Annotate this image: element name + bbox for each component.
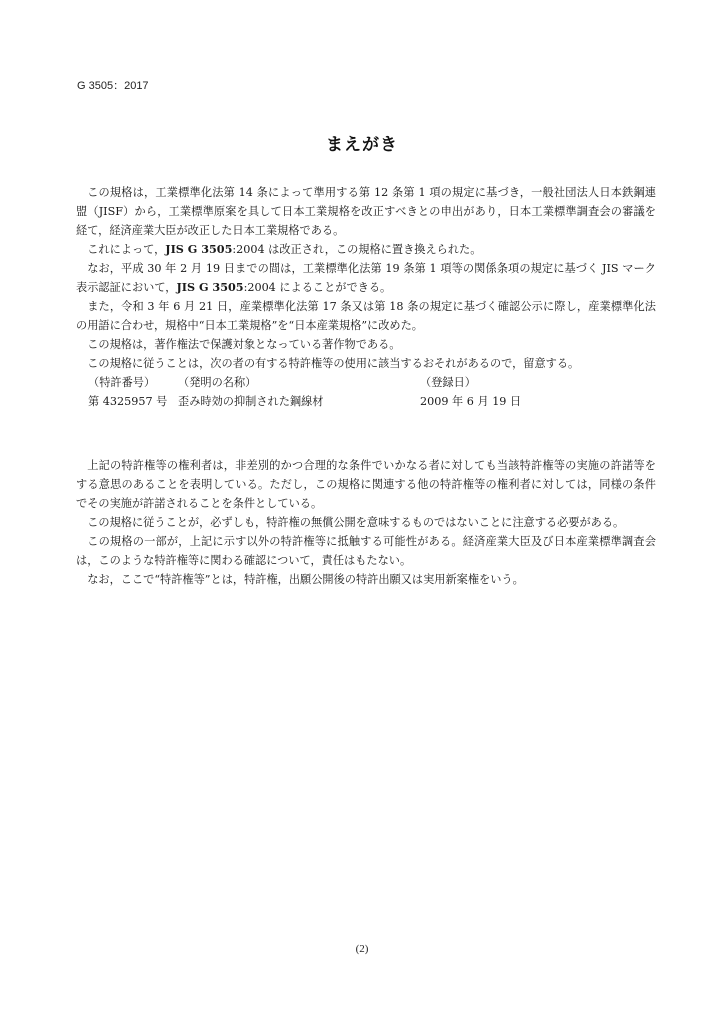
foreword-paragraph-3	[76, 259, 656, 297]
notes-paragraph-4: なお，ここで“特許権等”とは，特許権，出願公開後の特許出願又は実用新案権をいう。	[87, 573, 524, 586]
registration-date-header: （登録日）	[420, 376, 476, 389]
foreword-p2-pre: これによって，	[87, 243, 166, 256]
standard-number: G 3505：2017	[77, 80, 149, 92]
foreword-p2-post: :2004 は改正され，この規格に置き換えられた。	[232, 243, 482, 256]
patent-notes	[76, 456, 656, 589]
foreword-body	[76, 183, 656, 411]
foreword-p3-post: :2004 によることができる。	[243, 281, 392, 294]
notes-paragraph-2: この規格に従うことが，必ずしも，特許権の無償公開を意味するものではないことに注意する必要がある。	[87, 516, 625, 529]
page-title: まえがき	[326, 135, 398, 155]
patent-table	[76, 373, 656, 411]
standard-reference: JIS G 3505	[165, 242, 233, 256]
invention-name: 歪み時効の抑制された鋼線材	[178, 395, 324, 408]
foreword-paragraph-6: この規格に従うことは，次の者の有する特許権等の使用に該当するおそれがあるので，留意する。	[87, 357, 580, 370]
registration-date: 2009 年 6 月 19 日	[420, 395, 522, 408]
page-number: (2)	[355, 943, 369, 955]
notes-paragraph-3: この規格の一部が，上記に示す以外の特許権等に抵触する可能性がある。経済産業大臣及び日本産業標準調査会は，このような特許権等に関わる確認について，責任はもたない。	[76, 535, 656, 567]
foreword-paragraph-5: この規格は，著作権法で保護対象となっている著作物である。	[87, 338, 401, 351]
standard-reference: JIS G 3505	[176, 280, 244, 294]
foreword-paragraph-1: この規格は，工業標準化法第 14 条によって準用する第 12 条第 1 項の規定に基づき，一般社団法人日本鉄鋼連盟（JISF）から，工業標準原案を具して日本工業規格を改正すべきとの申出があり，日本工業標準調査会の審議を経て，経済産業大臣が改正した日本工業規格である。	[76, 186, 656, 237]
foreword-paragraph-4: また，令和 3 年 6 月 21 日，産業標準化法第 17 条又は第 18 条の規定に基づく確認公示に際し，産業標準化法の用語に合わせ，規格中“日本工業規格”を“日本産業規格”に改めた。	[76, 300, 656, 332]
invention-name-header: （発明の名称）	[178, 376, 257, 389]
patent-number-header: （特許番号）	[88, 376, 156, 389]
patent-number: 第 4325957 号	[88, 395, 168, 408]
notes-paragraph-1: 上記の特許権等の権利者は，非差別的かつ合理的な条件でいかなる者に対しても当該特許権等の実施の許諾等をする意思のあることを表明している。ただし，この規格に関連する他の特許権等の権利者に対しては，同様の条件でその実施が許諾されることを条件としている。	[76, 459, 656, 510]
foreword-paragraph-2	[76, 240, 656, 259]
foreword-p3-pre: なお，平成 30 年 2 月 19 日までの間は，工業標準化法第 19 条第 1 項等の関係条項の規定に基づく JIS マーク表示認証において，	[76, 262, 656, 294]
table-row	[76, 392, 656, 411]
patent-table-header	[76, 373, 656, 392]
